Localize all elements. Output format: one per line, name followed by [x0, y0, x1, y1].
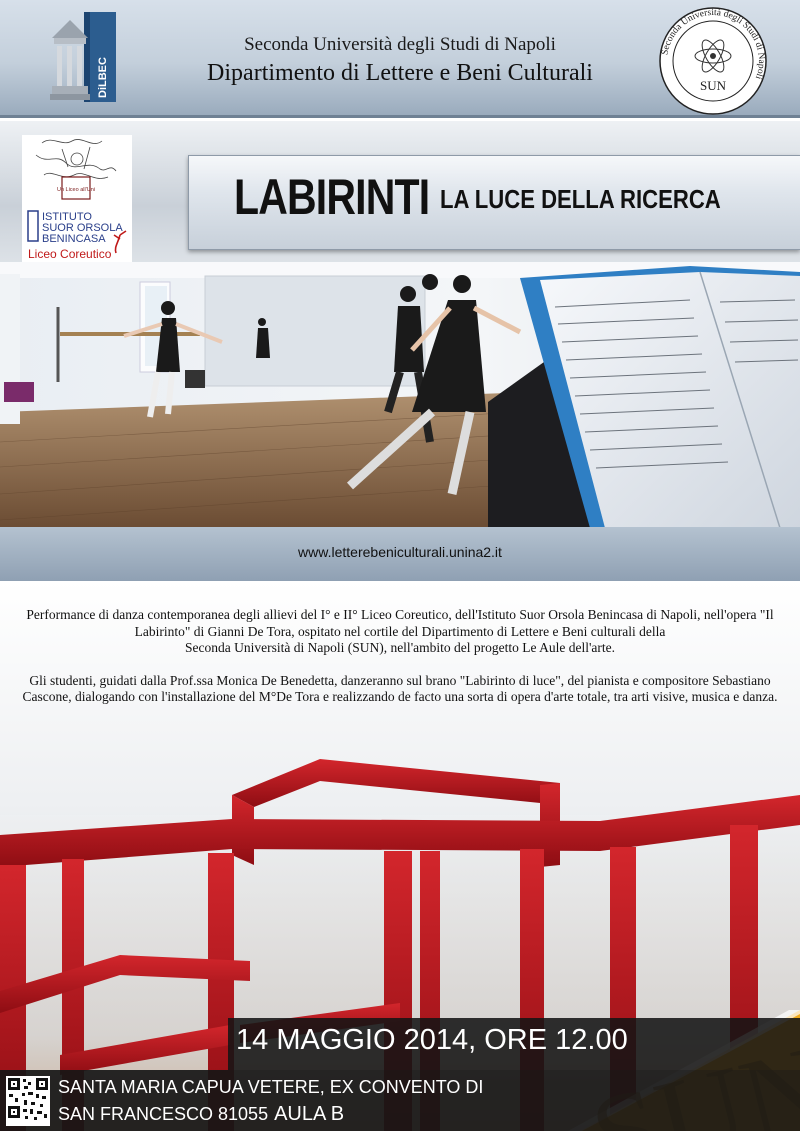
room-label: AULA B — [274, 1103, 345, 1125]
event-date: 14 MAGGIO 2014, ORE 12.00 — [236, 1024, 628, 1056]
school-badge-text: Un Liceo all'Uni — [56, 187, 96, 193]
school-name-line2: SUOR ORSOLA — [42, 222, 123, 234]
description-paragraph-1 — [20, 607, 780, 657]
dance-studio-photo — [0, 262, 800, 528]
university-name: Seconda Università degli Studi di Napoli — [244, 34, 556, 55]
seal-text: SUN — [699, 78, 727, 93]
qr-code-icon[interactable] — [6, 1076, 50, 1126]
dilbec-logo-text: DiLBEC — [97, 57, 109, 98]
address-line-2 — [58, 1103, 344, 1126]
address-line-1: SANTA MARIA CAPUA VETERE, EX CONVENTO DI — [58, 1077, 484, 1097]
school-name-line1: ISTITUTO — [42, 211, 92, 223]
description-paragraph-1-continued: Seconda Università di Napoli (SUN), nell'ambito del progetto Le Aule dell'arte. — [184, 640, 615, 655]
school-subtitle: Liceo Coreutico — [28, 247, 112, 261]
university-seal — [658, 6, 768, 116]
seal-ring-text: Seconda Università degli Studi di Napoli — [660, 7, 767, 81]
description-paragraph-1-text: Performance di danza contemporanea degli allievi del I° e II° Liceo Coreutico, dell'Istituto Suor Orsola Benincasa di Napoli, nell'opera "Il Labirinto" di Gianni De Tora, ospitato nel cortile del Dipartimento di Lettere e Beni culturali della — [26, 607, 774, 639]
school-logo — [22, 135, 132, 263]
description-paragraph-2: Gli studenti, guidati dalla Prof.ssa Monica De Benedetta, danzeranno sul brano "Labirinto di luce", del pianista e compositore Sebastiano Cascone, dialogando con l'installazione del M°De Tora e realizzando de facto una sorta di opera d'arte totale, tra arti visive, musica e danza. — [22, 672, 778, 704]
school-name-line3: BENINCASA — [42, 233, 106, 245]
event-subtitle: LA LUCE DELLA RICERCA — [440, 184, 721, 214]
dilbec-logo — [48, 10, 120, 106]
address-street: SAN FRANCESCO 81055 — [58, 1104, 269, 1124]
website-url[interactable]: www.letterebeniculturali.unina2.it — [298, 544, 502, 560]
event-description — [20, 607, 780, 722]
department-name: Dipartimento di Lettere e Beni Culturali — [207, 60, 593, 86]
event-title: LABIRINTI — [234, 169, 430, 225]
